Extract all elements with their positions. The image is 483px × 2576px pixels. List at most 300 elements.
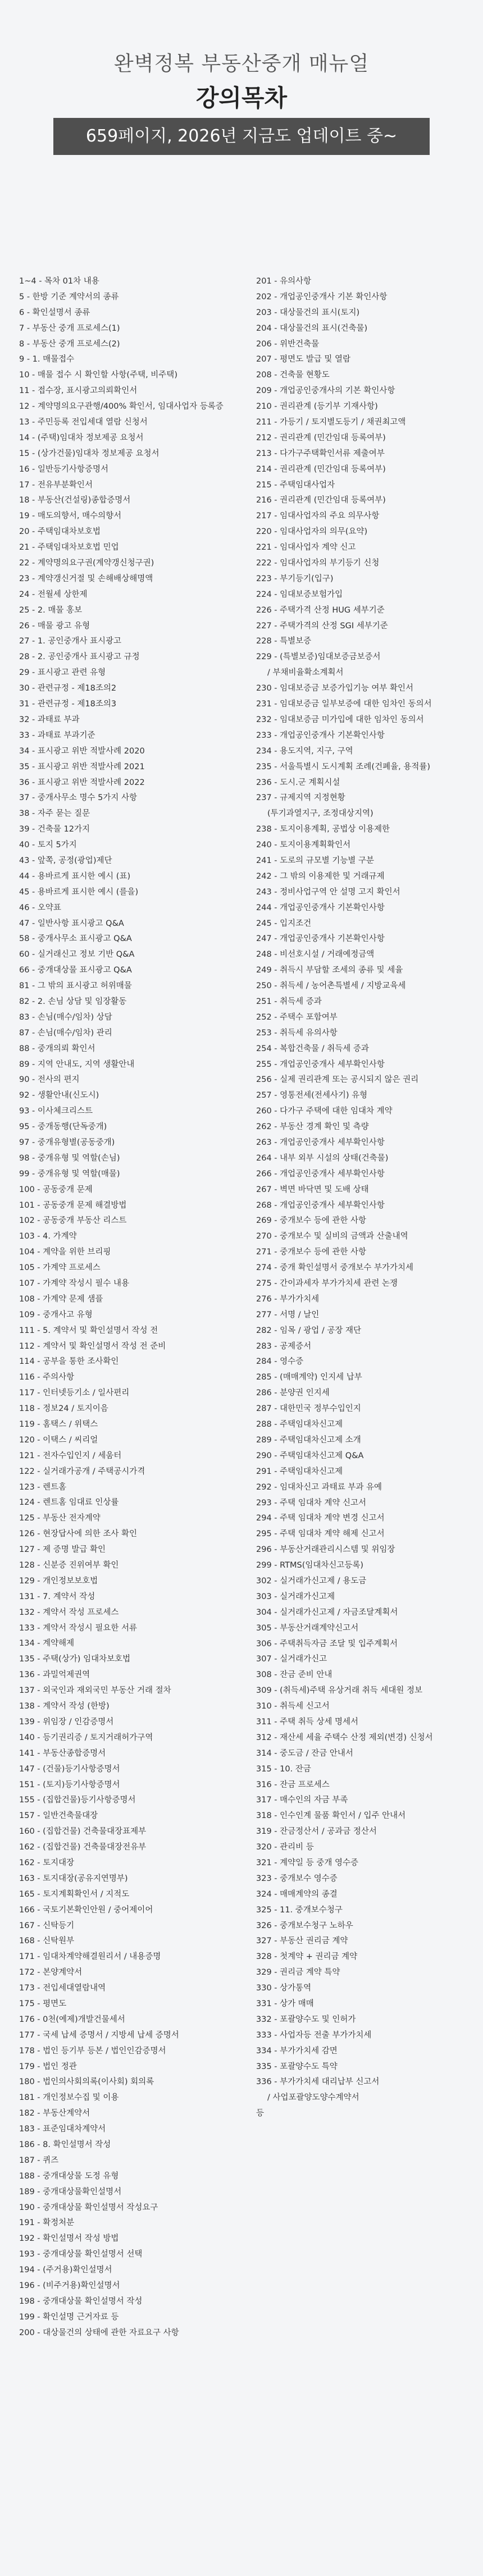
toc-item-line: 318 - 인수인계 물품 확인서 / 입주 안내서 [256,1811,406,1821]
toc-item: 162 - (집합건물) 건축물대장전유부 [19,1843,147,1852]
toc-item [256,1965,481,1981]
toc-item [256,1621,481,1637]
toc-item-line: 249 - 취득시 부담할 조세의 종류 및 세율 [256,966,403,975]
toc-item-line: 220 - 임대사업자의 의무(요약) [256,527,368,537]
toc-item [256,869,481,885]
toc-item [256,1026,481,1042]
toc-item [256,1417,481,1433]
toc-item: 134 - 계약해제 [19,1639,75,1648]
toc-item-line: 323 - 중개보수 영수증 [256,1874,338,1883]
toc-item: 89 - 지역 안내도, 지역 생활안내 [19,1059,135,1069]
toc-item [256,1151,481,1167]
toc-item: 93 - 이사체크리스트 [19,1107,93,1116]
toc-item [256,1981,481,1997]
toc-item: 168 - 신탁원부 [19,1936,75,1946]
toc-item-line: 241 - 도로의 규모별 기능별 구분 [256,856,375,865]
toc-item [256,572,481,587]
toc-item-line: 329 - 권리금 계약 특약 [256,1968,340,1977]
toc-item-line: 203 - 대상물건의 표시(토지) [256,308,360,317]
toc-item-line: 324 - 매매계약의 종결 [256,1889,338,1899]
toc-item-line: 334 - 부가가치세 감면 [256,2046,338,2056]
toc-item: 151 - (토지)등기사항증명서 [19,1780,120,1789]
toc-item-line: 263 - 개업공인중개사 세부확인사항 [256,1138,385,1148]
toc-item [256,1386,481,1401]
toc-item [256,1903,481,1919]
toc-item-line: 335 - 포괄양수도 특약 [256,2062,338,2071]
toc-item [256,431,481,446]
toc-item: 39 - 건축물 12가지 [19,825,90,834]
toc-item-line: 302 - 실거래가신고제 / 용도금 [256,1576,367,1586]
toc-item: 183 - 표준임대차계약서 [19,2125,106,2134]
toc-item [256,321,481,337]
toc-item [256,1496,481,1511]
toc-item-line: 268 - 개업공인중개사 세부확인사항 [256,1200,385,1210]
toc-item: 167 - 신탁등기 [19,1921,75,1930]
toc-item: 95 - 중개동행(단독중개) [19,1122,107,1132]
toc-item: 5 - 한방 기준 계약서의 종류 [19,292,119,302]
toc-item [256,524,481,540]
toc-item [256,1605,481,1621]
toc-item: 35 - 표시광고 위반 적발사례 2021 [19,762,145,771]
toc-item: 10 - 매물 접수 시 확인할 사항(주택, 비주택) [19,371,177,380]
toc-item: 47 - 일반사항 표시광고 Q&A [19,919,124,928]
toc-item: 189 - 중개대상물확인설명서 [19,2187,122,2196]
toc-item: 193 - 중개대상물 확인설명서 선택 [19,2250,143,2259]
toc-item: 17 - 전유부분확인서 [19,480,93,490]
toc-item-line: 275 - 간이과세자 부가가치세 관련 논쟁 [256,1279,398,1289]
toc-item-line: 274 - 중개 확인설명서 중개보수 부가가치세 [256,1263,414,1273]
toc-item-line: 213 - 다가구주택확인서류 제출여부 [256,449,385,458]
toc-item [256,728,481,744]
toc-item-line: 260 - 다가구 주택에 대한 임대차 계약 [256,1107,393,1116]
toc-item-line: 315 - 10. 잔금 [256,1764,311,1774]
toc-item: 165 - 토지계획확인서 / 지적도 [19,1889,130,1899]
toc-item: 37 - 중개사무소 명수 5가지 사항 [19,793,138,803]
toc-item: 114 - 공부을 통한 조사확인 [19,1357,119,1367]
toc-item-line: 254 - 복합건축물 / 취득세 증과 [256,1044,369,1053]
toc-item [256,1339,481,1355]
toc-item [256,290,481,305]
toc-item: 27 - 1. 공인중개사 표시광고 [19,637,122,646]
toc-item [256,1527,481,1542]
toc-item-line: 317 - 매수인의 자금 부족 [256,1796,348,1805]
toc-item-line: 235 - 서울특별시 도시계획 조례(건폐율, 용적률) [256,762,430,771]
toc-item: 117 - 인터넷등기소 / 일사편리 [19,1389,130,1398]
toc-item-line: 228 - 특별보증 [256,637,312,646]
toc-item: 173 - 전입세대열람내역 [19,1984,106,1993]
toc-item: 157 - 일반건축물대장 [19,1811,98,1821]
toc-item: 8 - 부동산 중개 프로세스(2) [19,339,120,349]
toc-item [256,916,481,932]
toc-item [256,931,481,947]
toc-item [256,603,481,619]
toc-item: 188 - 중개대상물 도정 유형 [19,2171,119,2181]
toc-item: 97 - 중개유형별(공동중개) [19,1138,115,1147]
toc-item [256,2059,481,2075]
toc-item: 58 - 중개사무소 표시광고 Q&A [19,934,132,944]
toc-item: 66 - 중개대상물 표시광고 Q&A [19,966,132,975]
toc-item [256,2106,481,2122]
toc-item-line: 216 - 권리관계 (민간임대 등록여부) [256,496,386,505]
toc-item-line: 214 - 권리관계 (민간임대 등록여부) [256,464,386,474]
toc-item-line: 270 - 중개보수 및 실비의 금액과 산출내역 [256,1232,408,1241]
toc-item-line: 232 - 임대보증금 미가입에 대한 임차인 동의서 [256,715,424,724]
toc-item: 198 - 중개대상물 확인설명서 작성 [19,2296,143,2306]
toc-item: 100 - 공동중개 문제 [19,1185,93,1194]
toc-item: 90 - 전사의 편지 [19,1075,80,1085]
toc-item: 13 - 주민등록 전입세대 열람 신청서 [19,418,148,427]
toc-item [256,415,481,431]
toc-item-line: 234 - 용도지역, 지구, 구역 [256,746,353,756]
toc-item [256,1229,481,1245]
toc-item [256,712,481,728]
toc-item [256,885,481,901]
toc-item [256,1213,481,1229]
toc-item-line: 238 - 토지이용계획, 공법상 이용제한 [256,825,390,834]
toc-item: 186 - 8. 확인설명서 작성 [19,2140,111,2149]
toc-item: 139 - 위임장 / 인감증명서 [19,1717,114,1727]
toc-item: 45 - 용바르게 표시한 예시 (를을) [19,887,139,897]
toc-item [256,2028,481,2044]
toc-item [256,509,481,524]
toc-item: 33 - 과태료 부과기준 [19,730,95,740]
toc-item [256,587,481,603]
toc-item [256,1683,481,1699]
toc-item-line: 288 - 주택임대차신고제 [256,1420,343,1429]
toc-item-line: 304 - 실거래가신고제 / 자금조달계획서 [256,1607,398,1617]
toc-item: 101 - 공동중개 문제 해결방법 [19,1200,127,1210]
toc-item: 105 - 가계약 프로세스 [19,1263,101,1273]
toc-item: 190 - 중개대상물 확인설명서 작성요구 [19,2203,158,2212]
toc-item: 155 - (집합건물)등기사항증명서 [19,1796,136,1805]
toc-item: 23 - 계약갱신거절 및 손해배상해명액 [19,574,153,583]
toc-item-line: 269 - 중개보수 등에 관한 사항 [256,1216,367,1226]
toc-item-line-continued: (투기과열지구, 조정대상지역) [267,809,373,819]
toc-item [256,1072,481,1088]
toc-item: 60 - 실거래신고 정보 기반 Q&A [19,950,135,960]
toc-item-line: 204 - 대상물건의 표시(건축물) [256,323,368,333]
toc-item [256,1871,481,1887]
toc-item-line: 310 - 취득세 신고서 [256,1702,330,1711]
toc-item-line: 316 - 잔금 프로세스 [256,1780,330,1789]
toc-item: 46 - 오약표 [19,903,61,912]
page-title: 강의목차 [195,84,288,112]
toc-item-line: 255 - 개업공인중개사 세부확인사항 [256,1059,385,1069]
toc-item-line: 262 - 부동산 경계 확인 및 측량 [256,1122,369,1132]
toc-item-line: 303 - 실거래가신고제 [256,1592,335,1601]
toc-item: 6 - 확인설명서 종류 [19,308,90,317]
toc-item: 187 - 퀴즈 [19,2155,59,2165]
toc-item-line: 307 - 실거래가신고 [256,1655,327,1664]
toc-item [256,274,481,290]
toc-item-line: 201 - 유의사항 [256,277,312,286]
toc-item: 116 - 주의사항 [19,1373,75,1382]
toc-item: 180 - 법인의사회의록(이사회) 회의록 [19,2077,154,2087]
toc-item: 121 - 전자수입인지 / 세움터 [19,1451,122,1460]
toc-item: 1~4 - 목차 01차 내용 [19,277,99,286]
toc-item: 141 - 부동산종합증명서 [19,1748,106,1758]
toc-item: 172 - 본양계약서 [19,1968,83,1977]
toc-item: 138 - 계약서 작성 (한방) [19,1702,110,1711]
toc-item: 19 - 매도의향서, 매수의향서 [19,511,122,521]
toc-item-line: 224 - 임대보증보험가입 [256,590,343,599]
toc-item: 15 - (상가건물)임대차 정보제공 요청서 [19,449,160,458]
toc-item [256,1042,481,1057]
toc-item: 176 - 0천(예제)개발건물세서 [19,2015,125,2024]
toc-item-line: 253 - 취득세 유의사항 [256,1028,338,1038]
toc-item [256,1793,481,1808]
toc-item [256,1652,481,1668]
toc-item-line: 292 - 임대차신고 과태료 부과 유예 [256,1482,382,1492]
toc-item-line: 264 - 내부 외부 시설의 상태(건축물) [256,1153,389,1163]
toc-item [256,1699,481,1715]
toc-item: 200 - 대상물건의 상태에 관한 자료요구 사항 [19,2328,179,2337]
toc-item [256,1730,481,1746]
toc-item-line: 294 - 주택 임대차 계약 변경 신고서 [256,1514,385,1523]
toc-item: 119 - 홈택스 / 위택스 [19,1420,98,1429]
toc-item [256,1542,481,1558]
toc-item [256,634,481,650]
toc-item-line-continued: / 부채비율확소계획서 [267,668,344,678]
toc-item: 107 - 가계약 작성시 필수 내용 [19,1279,130,1288]
toc-item-line: 257 - 영통전세(전세사기) 유형 [256,1091,368,1100]
toc-item [256,1762,481,1778]
toc-item-line: 328 - 첫계약 + 권리금 계약 [256,1952,358,1962]
toc-item [256,791,481,822]
toc-item: 9 - 1. 매물접수 [19,355,75,364]
toc-item [256,1824,481,1840]
toc-item: 140 - 등기권리증 / 토지거래허가구역 [19,1733,153,1742]
toc-item: 163 - 토지대장(공유지연명부) [19,1874,128,1883]
toc-item-line: 251 - 취득세 증과 [256,997,322,1006]
toc-item [256,1668,481,1683]
toc-item: 22 - 계약명의요구권(계약갱신청구권) [19,559,154,568]
toc-item-line: 240 - 토지이용계획확인서 [256,841,351,850]
toc-item-line: 286 - 분양권 인지세 [256,1389,330,1398]
toc-item: 132 - 계약서 작성 프로세스 [19,1607,119,1617]
toc-item [256,1260,481,1276]
toc-item: 87 - 손님(매수/임차) 관리 [19,1028,112,1038]
toc-item: 147 - (건물)등기사항증명서 [19,1764,120,1774]
toc-item: 120 - 이택스 / 씨리얼 [19,1435,98,1445]
toc-item: 178 - 법인 등기부 등본 / 법인인감증명서 [19,2046,166,2056]
toc-item-line: 227 - 주택가격의 산정 SGI 세부기준 [256,621,388,631]
toc-item [256,1135,481,1151]
toc-item [256,1558,481,1574]
toc-item [256,775,481,791]
toc-item-line: 311 - 주택 취득 상세 명세서 [256,1717,359,1727]
toc-item-line: 208 - 건축물 현황도 [256,371,330,380]
toc-item [256,2012,481,2028]
toc-item: 11 - 접수장, 표시광고의뢰확인서 [19,386,138,396]
toc-item [256,1370,481,1386]
toc-item: 40 - 토지 5가지 [19,841,77,850]
toc-item-line: 237 - 규제지역 지정현황 [256,793,345,803]
toc-item [256,1778,481,1793]
toc-item-line: 231 - 임대보증금 일부보증에 대한 임차인 동의서 [256,700,432,709]
toc-item-line: 256 - 실제 권리관계 또는 공시되지 않은 권리 [256,1075,419,1085]
toc-item [256,963,481,979]
toc-item [256,493,481,509]
toc-item: 162 - 토지대장 [19,1858,75,1867]
toc-left-column [19,274,244,2341]
toc-item: 36 - 표시광고 위반 적발사례 2022 [19,778,145,787]
toc-item-line: 293 - 주택 임대차 계약 신고서 [256,1498,367,1508]
toc-item [256,760,481,775]
toc-item-line: 330 - 상가통역 [256,1984,312,1993]
toc-item [256,1574,481,1590]
toc-item: 125 - 부동산 전자계약 [19,1514,101,1523]
toc-item: 171 - 임대차계약해결원리서 / 내용증명 [19,1952,161,1962]
toc-item-line: 등 [256,2109,265,2118]
toc-item [256,1057,481,1073]
toc-item-line: 267 - 벽면 바닥면 및 도배 상태 [256,1185,369,1194]
toc-item: 16 - 일반등기사항증명서 [19,464,108,474]
toc-item-line: 285 - (매매계약) 인지세 납부 [256,1373,362,1382]
toc-item-line: 306 - 주택취득자금 조달 및 입주계획서 [256,1639,398,1648]
toc-item-line-continued: / 사업포괄양도양수계약서 [267,2093,359,2103]
toc-item: 12 - 계약명의요구관행/400% 확인서, 임대사업자 등록증 [19,402,224,412]
toc-item: 82 - 2. 손님 상담 및 임장활동 [19,997,127,1006]
toc-item [256,1934,481,1949]
toc-item-line: 284 - 영수증 [256,1357,304,1367]
toc-item-line: 229 - (특별보증)임대보증금보증서 [256,652,381,662]
toc-item-line: 331 - 상가 매매 [256,1999,314,2008]
toc-item: 31 - 관련규정 - 제18조의3 [19,700,117,709]
toc-item [256,947,481,963]
toc-item-line: 295 - 주택 임대차 계약 해제 신고서 [256,1529,385,1539]
toc-item: 14 - (주택)임대차 정보제공 요청서 [19,433,144,442]
toc-item: 191 - 확정처분 [19,2218,75,2228]
toc-item: 122 - 실거래가공개 / 주택공시가격 [19,1467,145,1476]
toc-item: 131 - 7. 계약서 작성 [19,1592,95,1601]
toc-item: 28 - 2. 공인중개사 표시광고 규정 [19,652,140,662]
toc-item: 44 - 용바르게 표시한 예시 (표) [19,871,131,881]
toc-item-line: 325 - 11. 중개보수청구 [256,1905,343,1915]
toc-item-line: 217 - 임대사업자의 주요 의무사항 [256,511,380,521]
toc-item [256,2075,481,2106]
toc-item: 118 - 정보24 / 토지이음 [19,1404,108,1414]
toc-item [256,619,481,634]
toc-item: 135 - 주택(상가) 임대차보호법 [19,1655,131,1664]
toc-item: 99 - 중개유형 및 역할(매물) [19,1169,120,1179]
toc-item-line: 212 - 권리관계 (민간임대 등록여부) [256,433,386,442]
toc-item-line: 207 - 평면도 발급 및 열람 [256,355,351,364]
toc-item-line: 332 - 포괄양수도 및 인허가 [256,2015,356,2024]
toc-item [256,399,481,415]
toc-item: 102 - 공동중개 부동산 리스트 [19,1216,127,1226]
toc-item: 112 - 계약서 및 확인설명서 작성 전 준비 [19,1341,166,1351]
toc-item: 177 - 국세 납세 증명서 / 지방세 납세 증명서 [19,2030,179,2040]
toc-item [256,838,481,853]
toc-item-line: 266 - 개업공인중개사 세부확인사항 [256,1169,385,1179]
toc-item-line: 327 - 부동산 권리금 계약 [256,1936,348,1946]
toc-item: 196 - (비주거용)확인설명서 [19,2281,120,2290]
toc-item: 133 - 계약서 작성시 필요한 서류 [19,1623,138,1633]
toc-item: 24 - 전월세 상한제 [19,590,88,599]
toc-item-line: 223 - 부기등기(입구) [256,574,334,583]
toc-item-line: 291 - 주택임대차신고제 [256,1467,343,1476]
toc-item-line: 282 - 임목 / 광업 / 공장 재단 [256,1326,361,1335]
toc-item-line: 236 - 도시.군 계획시설 [256,778,340,787]
toc-item: 26 - 매물 광고 유형 [19,621,90,631]
toc-item [256,352,481,368]
toc-item [256,1323,481,1339]
toc-item: 199 - 확인설명 근거자료 등 [19,2312,119,2322]
toc-item [256,1245,481,1260]
toc-item [256,1308,481,1323]
toc-item: 136 - 과밀억제권역 [19,1670,90,1680]
toc-item-line: 333 - 사업자등 전출 부가가치세 [256,2030,372,2040]
toc-item: 127 - 제 증명 발급 확인 [19,1545,106,1555]
toc-item-line: 299 - RTMS(임대차신고등록) [256,1561,364,1570]
toc-item: 34 - 표시광고 위반 적발사례 2020 [19,746,145,756]
toc-item: 83 - 손님(매수/임차) 상담 [19,1012,112,1022]
toc-item-line: 271 - 중개보수 등에 관한 사항 [256,1248,367,1257]
toc-item: 181 - 개인정보수집 및 이용 [19,2093,119,2103]
toc-item [256,462,481,478]
toc-item-line: 248 - 비선호시설 / 거래예정금액 [256,950,375,960]
toc-item-line: 287 - 대한민국 정부수입인지 [256,1404,361,1414]
toc-item [256,1840,481,1856]
toc-item [256,1276,481,1292]
toc-item [256,744,481,760]
toc-item: 21 - 주택임대차보호법 민업 [19,543,119,552]
toc-item: 25 - 2. 매물 홍보 [19,605,82,615]
toc-item [256,1010,481,1026]
toc-right-column [256,274,481,2122]
toc-item: 160 - (집합건물) 건축물대장표제부 [19,1827,147,1837]
toc-item [256,1292,481,1308]
toc-item: 124 - 렌트홈 임대료 인상률 [19,1498,119,1508]
toc-item [256,650,481,681]
toc-item [256,1997,481,2012]
toc-item [256,1856,481,1871]
toc-item: 129 - 개인정보보호법 [19,1576,98,1586]
toc-item: 182 - 부동산계약서 [19,2109,90,2118]
toc-item [256,1637,481,1652]
toc-item: 109 - 중개사고 유형 [19,1310,93,1319]
toc-item-line: 308 - 잔금 준비 안내 [256,1670,332,1680]
toc-item-line: 243 - 정비사업구역 안 설명 고지 확인서 [256,887,400,897]
toc-item [256,697,481,712]
toc-item-line: 222 - 임대사업자의 부기등기 신청 [256,559,380,568]
toc-item: 92 - 생활안내(신도시) [19,1091,99,1100]
toc-item [256,368,481,383]
toc-item-line: 202 - 개업공인중개사 기본 확인사항 [256,292,388,302]
toc-item: 18 - 부동산(건설링)종합증명서 [19,496,131,505]
toc-item: 32 - 과태료 부과 [19,715,80,724]
toc-item-line: 209 - 개업공인중개사의 기본 확인사항 [256,386,395,396]
toc-item: 179 - 법인 정관 [19,2062,77,2071]
toc-item-line: 245 - 입지조건 [256,919,312,928]
toc-item-line: 326 - 중개보수청구 노하우 [256,1921,353,1930]
toc-item [256,1919,481,1934]
toc-item [256,681,481,697]
toc-item [256,1088,481,1104]
toc-item-line: 206 - 위반건축물 [256,339,320,349]
toc-item [256,2044,481,2059]
toc-item-line: 321 - 계약일 등 중개 영수증 [256,1858,359,1867]
toc-item [256,1590,481,1605]
toc-item-line: 320 - 관리비 등 [256,1843,314,1852]
toc-item: 111 - 5. 계약서 및 확인설명서 작성 전 [19,1326,158,1335]
toc-item: 103 - 4. 가계약 [19,1232,77,1241]
toc-item-line: 290 - 주택임대차신고제 Q&A [256,1451,364,1460]
toc-item [256,1401,481,1417]
toc-item [256,540,481,556]
toc-item [256,853,481,869]
